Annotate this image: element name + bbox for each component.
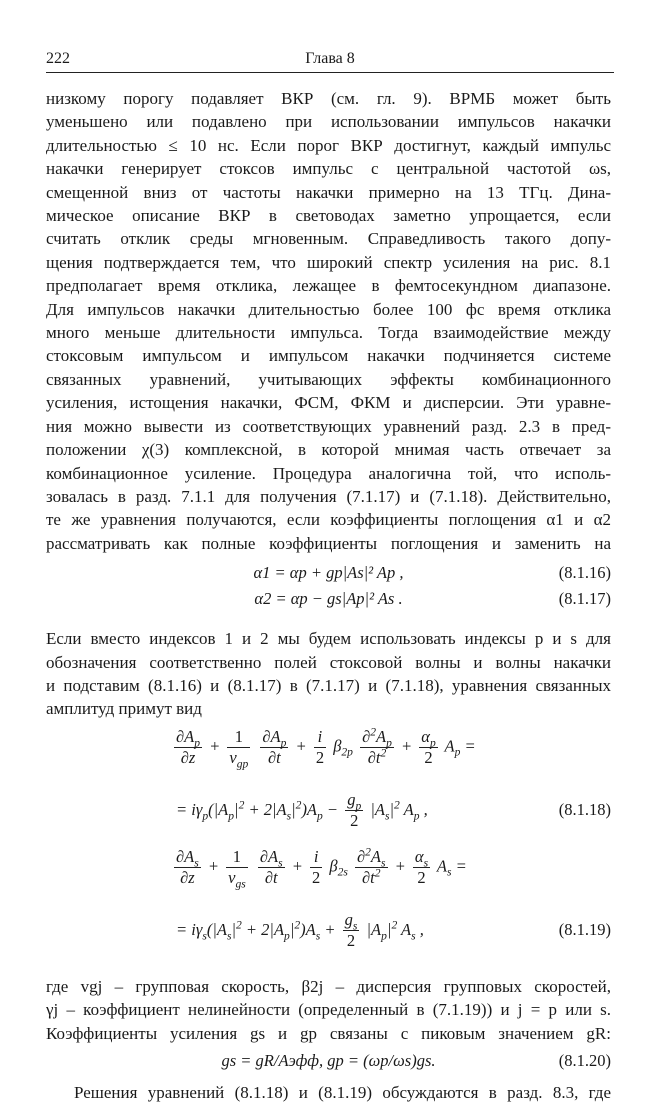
text-line: накачки генерирует стоксов импульс с центральной частотой ωs, (46, 159, 611, 179)
equation-body: gs = gR/Aэфф, gp = (ωp/ωs)gs. (221, 1050, 436, 1070)
text-line: низкому порогу подавляет ВКР (см. гл. 9). ВРМБ может быть (46, 89, 611, 108)
equation-8-1-18-line-1: $\frac{\partial A_p}{\partial z}$ + $\frac{1}{v_{gp}}$ $\frac{\partial A_p}{\partial t}$ + $\frac{i}{2}$ $\beta_{2p}$ $\frac{\partial^2A_p}{\partial t^2}$ + $\frac{\alpha_p}{2}$ $A_p$ = (176, 726, 476, 771)
text-line: Коэффициенты усиления gs и gp связаны с пиковым значением gR: (46, 1023, 611, 1043)
text-line: смещенной вниз от частоты накачки примерно на 13 ТГц. Дина- (46, 182, 611, 202)
text-line: считать отклик среды мгновенным. Справедливость такого допу- (46, 229, 611, 249)
text-line: и подставим (8.1.16) и (8.1.17) в (7.1.17) и (7.1.18), уравнения связанных (46, 675, 611, 695)
text-line: уменьшено или подавлено при использовании импульсов накачки (46, 112, 611, 132)
text-line: где vgj – групповая скорость, β2j – дисперсия групповых скоростей, (46, 976, 611, 996)
equation-8-1-17 (46, 587, 611, 613)
equation-number: (8.1.19) (558, 919, 611, 939)
page-number: 222 (46, 50, 70, 67)
text-line: щения подтверждается тем, что широкий спектр усиления на рис. 8.1 (46, 252, 611, 272)
text-line: усиления, истощения накачки, ФСМ, ФКМ и дисперсии. Эти уравне- (46, 393, 611, 413)
equation-body: α1 = αp + gp|As|² Ap , (253, 563, 404, 583)
header-rule (46, 72, 614, 73)
chapter-title: Глава 8 (305, 50, 355, 67)
text-line: много меньше длительности импульса. Тогда взаимодействие между (46, 323, 611, 343)
equation-8-1-16 (46, 561, 611, 587)
equation-number: (8.1.16) (558, 563, 611, 583)
text-line: обозначения соответственно полей стоксовой волны и волны накачки (46, 652, 611, 672)
text-line: мическое описание ВКР в световодах заметно упрощается, если (46, 206, 611, 226)
paragraph-2 (46, 627, 611, 721)
text-line: γj – коэффициент нелинейности (определенный в (7.1.19)) и j = p или s. (46, 1000, 611, 1020)
text-line: те же уравнения получаются, если коэффициенты поглощения α1 и α2 (46, 510, 611, 530)
equation-number: (8.1.17) (558, 589, 611, 609)
text-line: положении χ(3) комплексной, в которой мнимая часть отвечает за (46, 440, 611, 460)
text-line: амплитуд примут вид (46, 699, 202, 719)
equation-number: (8.1.20) (558, 1050, 611, 1070)
text-line: длительностью ≤ 10 нс. Если порог ВКР достигнут, каждый импульс (46, 135, 611, 155)
page-body (46, 87, 611, 1104)
equation-8-1-18-line-2: = $i\gamma_p(|A_p|^2 + 2|A_s|^2)A_p$ − $\frac{g_p}{2}$ $|A_s|^2$ $A_p$ , (8.1.18) (46, 787, 611, 833)
text-line: Для импульсов накачки длительностью более 100 фс время отклика (46, 299, 611, 319)
equation-8-1-19-line-1: $\frac{\partial A_s}{\partial z}$ + $\frac{1}{v_{gs}}$ $\frac{\partial A_s}{\partial t}$ + $\frac{i}{2}$ $\beta_{2s}$ $\frac{\partial^2A_s}{\partial t^2}$ + $\frac{\alpha_s}{2}$ $A_s$ = (176, 846, 467, 891)
text-line: связанных уравнений, учитывающих эффекты комбинационного (46, 369, 611, 389)
equation-8-1-20 (46, 1049, 611, 1075)
text-line: комбинационное усиление. Процедура аналогична той, что исполь- (46, 463, 611, 483)
equation-number: (8.1.18) (558, 799, 611, 819)
equation-8-1-19-line-2: = $i\gamma_s(|A_s|^2 + 2|A_p|^2)A_s$ + $\frac{g_s}{2}$ $|A_p|^2$ $A_s$ , (8.1.19) (46, 907, 611, 953)
text-line: рассматривать как полные коэффициенты поглощения и заменить на (46, 533, 611, 553)
text-line: Если вместо индексов 1 и 2 мы будем использовать индексы p и s для (46, 629, 611, 649)
text-line: Решения уравнений (8.1.18) и (8.1.19) обсуждаются в разд. 8.3, где (74, 1082, 611, 1102)
paragraph-1 (46, 87, 611, 555)
text-line: стоксовым импульсом и импульсом накачки подчиняется системе (46, 346, 611, 366)
text-line: предполагает время отклика, лежащее в фемтосекундном диапазоне. (46, 276, 611, 296)
paragraph-3 (46, 975, 611, 1045)
page-header (46, 50, 614, 72)
equation-body: α2 = αp − gs|Ap|² As . (254, 589, 403, 609)
text-line: ния можно вывести из соответствующих уравнений разд. 2.3 в пред- (46, 416, 611, 436)
text-line: зовалась в разд. 7.1.1 для получения (7.1.17) и (7.1.18). Действительно, (46, 486, 611, 506)
